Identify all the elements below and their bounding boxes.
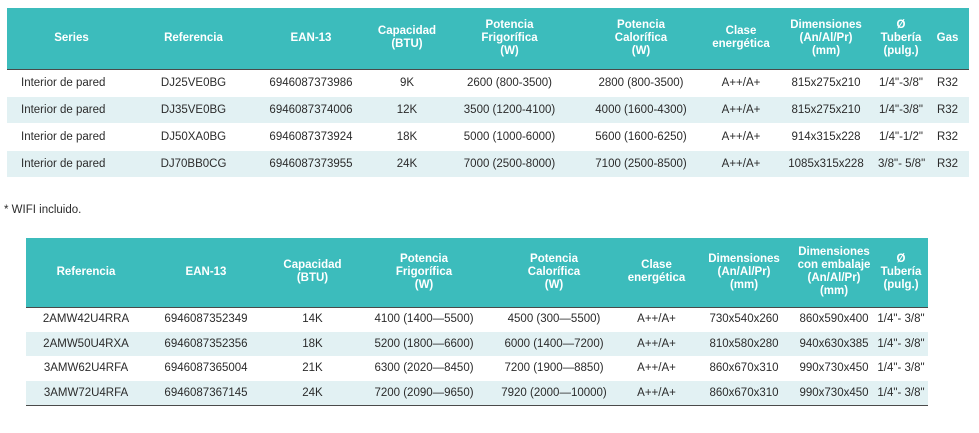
header-label: Capacidad (BTU) [377,25,437,51]
table-cell: 6300 (2020—8450) [359,356,489,381]
header-label: Potencia Frigorífica (W) [481,18,538,57]
table-cell: 14K [266,307,359,332]
table-cell: 1/4"-1/2" [876,123,926,150]
header-label: Series [54,31,89,44]
header-label: Clase energética [712,25,770,51]
table-cell: DJ50XA0BG [136,123,251,150]
table-cell: Interior de pared [7,96,136,123]
header-capacidad [371,8,443,69]
table-cell: 1/4"-3/8" [876,69,926,96]
table-cell: 914x315x228 [776,123,876,150]
table-cell: 1/4"- 3/8" [874,307,928,332]
table-cell: A++/A+ [619,381,694,406]
table-cell: 7100 (2500-8500) [576,150,706,177]
table-header-row [7,8,969,69]
header-label: Ø Tubería (pulg.) [880,18,922,57]
header-potencia-frigorifica [443,8,576,69]
table-cell: 6946087352349 [146,307,266,332]
header-label: Dimensiones con embalaje (An/Al/Pr) (mm) [797,246,871,298]
header-potencia-calorifica [576,8,706,69]
table-cell: 24K [371,150,443,177]
table-cell: 12K [371,96,443,123]
header-label: Referencia [56,265,116,278]
table-cell: 24K [266,381,359,406]
header-gas [926,8,969,69]
table-cell: 2AMW42U4RRA [26,307,146,332]
table-cell: 7200 (2090—9650) [359,381,489,406]
table-cell: 2AMW50U4RXA [26,332,146,357]
table-cell: A++/A+ [619,307,694,332]
table-cell: 1085x315x228 [776,150,876,177]
table-cell: 1/4"- 3/8" [874,381,928,406]
table-cell: DJ35VE0BG [136,96,251,123]
table-cell: 3/8"- 5/8" [876,150,926,177]
table-cell: 6946087365004 [146,356,266,381]
header-label: EAN-13 [185,265,227,278]
table-cell: 7200 (1900—8850) [489,356,619,381]
header-dimensiones [776,8,876,69]
header-label: Gas [936,31,959,44]
table-cell: 1/4"- 3/8" [874,332,928,357]
table-cell: 18K [371,123,443,150]
header-referencia [26,238,146,307]
table-row [7,96,969,123]
table-cell: 6000 (1400—7200) [489,332,619,357]
table-cell: 860x670x310 [694,356,794,381]
table-cell: Interior de pared [7,69,136,96]
table-cell: A++/A+ [706,150,776,177]
table-cell: 7920 (2000—10000) [489,381,619,406]
header-label: Potencia Frigorífica (W) [395,252,453,291]
table-cell: 21K [266,356,359,381]
header-capacidad [266,238,359,307]
table-cell: 4000 (1600-4300) [576,96,706,123]
table-cell: 4100 (1400—5500) [359,307,489,332]
table-cell: A++/A+ [706,69,776,96]
table-row [26,356,928,381]
table-cell: 990x730x450 [794,356,874,381]
table-cell: 7000 (2500-8000) [443,150,576,177]
table-cell: 990x730x450 [794,381,874,406]
table-cell: 3AMW62U4RFA [26,356,146,381]
header-potencia-calorifica [489,238,619,307]
table-cell: 18K [266,332,359,357]
header-label: Potencia Calorífica (W) [527,252,581,291]
header-ean13 [146,238,266,307]
outdoor-units-table [26,238,928,406]
header-series [7,8,136,69]
indoor-units-table [7,8,969,177]
table-cell: 860x670x310 [694,381,794,406]
table-cell: DJ70BB0CG [136,150,251,177]
header-clase-energetica [619,238,694,307]
header-referencia [136,8,251,69]
table-cell: 730x540x260 [694,307,794,332]
table-row [26,381,928,406]
table-cell: 815x275x210 [776,96,876,123]
table-cell: 6946087352356 [146,332,266,357]
table-cell: 5000 (1000-6000) [443,123,576,150]
table-cell: DJ25VE0BG [136,69,251,96]
header-dimensiones-embalaje [794,238,874,307]
table-cell: 5600 (1600-6250) [576,123,706,150]
table-row [7,150,969,177]
table-cell: 9K [371,69,443,96]
header-label: Dimensiones (An/Al/Pr) (mm) [708,252,780,291]
table-row [26,332,928,357]
header-tuberia [874,238,928,307]
header-label: Clase energética [627,259,686,285]
table-cell: 940x630x385 [794,332,874,357]
header-potencia-frigorifica [359,238,489,307]
table-header-row [26,238,928,307]
table-cell: A++/A+ [706,123,776,150]
header-label: Potencia Calorífica (W) [614,18,668,57]
table-cell: 6946087367145 [146,381,266,406]
table-cell: 6946087373955 [251,150,371,177]
table-row [7,69,969,96]
table-cell: Interior de pared [7,123,136,150]
table-cell: 2600 (800-3500) [443,69,576,96]
table-cell: 5200 (1800—6600) [359,332,489,357]
table-cell: Interior de pared [7,150,136,177]
table-cell: A++/A+ [619,332,694,357]
table-cell: A++/A+ [706,96,776,123]
table-cell: 815x275x210 [776,69,876,96]
table-cell: 810x580x280 [694,332,794,357]
table-row [26,307,928,332]
table-cell: 2800 (800-3500) [576,69,706,96]
table-cell: 860x590x400 [794,307,874,332]
header-label: Referencia [164,31,223,44]
header-tuberia [876,8,926,69]
table-cell: 6946087374006 [251,96,371,123]
header-label: Capacidad (BTU) [283,259,342,285]
header-label: Dimensiones (An/Al/Pr) (mm) [790,18,862,57]
table-cell: R32 [926,69,969,96]
wifi-footnote: * WIFI incluido. [4,204,82,216]
table-cell: R32 [926,150,969,177]
table-row [7,123,969,150]
header-label: EAN-13 [290,31,332,44]
table-cell: A++/A+ [619,356,694,381]
table-cell: 6946087373986 [251,69,371,96]
header-ean13 [251,8,371,69]
table-cell: 6946087373924 [251,123,371,150]
header-clase-energetica [706,8,776,69]
header-dimensiones [694,238,794,307]
header-label: Ø Tubería (pulg.) [880,252,922,291]
table-cell: 1/4"- 3/8" [874,356,928,381]
table-cell: 3500 (1200-4100) [443,96,576,123]
table-cell: 1/4"-3/8" [876,96,926,123]
table-cell: R32 [926,123,969,150]
table-cell: 4500 (300—5500) [489,307,619,332]
table-cell: R32 [926,96,969,123]
table-cell: 3AMW72U4RFA [26,381,146,406]
